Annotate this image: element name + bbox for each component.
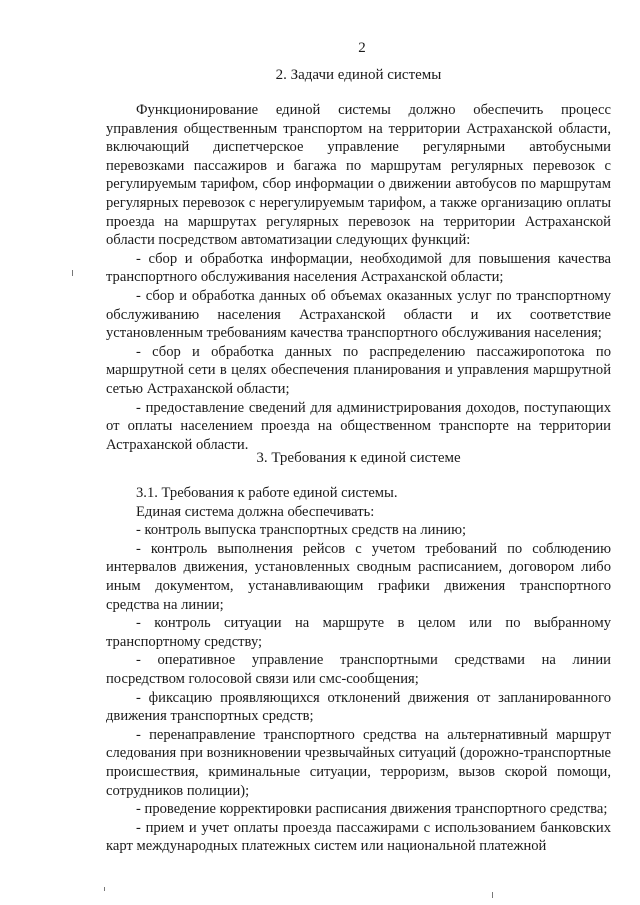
section-2-item: - предоставление сведений для администрирования доходов, поступающих от оплаты населением проезда на общественном транспорте на территории Астраханской области. — [106, 399, 611, 453]
section-2-heading: 2. Задачи единой системы — [275, 67, 442, 83]
section-3-heading: 3. Требования к единой системе — [256, 450, 461, 466]
section-3-body — [106, 484, 611, 856]
section-3-lead: Единая система должна обеспечивать: — [136, 503, 375, 520]
scan-artifact — [104, 887, 105, 891]
section-2-intro: Функционирование единой системы должно обеспечить процесс управления общественным транспортом на территории Астраханской области, включающий диспетчерское управление регулярными автобусными перевозками пассажиров и багажа по маршрутам регулярных перевозок с регулируемым тарифом, сбор информации о движении автобусов по маршрутам регулярных перевозок с нерегулируемым тарифом, а также организацию оплаты проезда на маршрутах регулярных перевозок на территории Астраханской области посредством автоматизации следующих функций: — [106, 102, 611, 249]
section-3-item: - контроль выполнения рейсов с учетом требований по соблюдению интервалов движения, установленных сводным расписанием, договором либо иным документом, устанавливающим графики движения транспортного средства на линии; — [106, 540, 611, 613]
section-2-body — [106, 101, 611, 454]
section-3-item: - оперативное управление транспортными средствами на линии посредством голосовой связи или смс-сообщения; — [106, 652, 611, 687]
section-3-item: - проведение корректировки расписания движения транспортного средства; — [136, 801, 608, 818]
scan-artifact — [492, 892, 493, 898]
section-2-item: - сбор и обработка информации, необходимой для повышения качества транспортного обслуживания населения Астраханской области; — [106, 250, 611, 286]
section-3-item: - фиксацию проявляющихся отклонений движения от запланированного движения транспортных средств; — [106, 689, 611, 725]
section-3-subheading: 3.1. Требования к работе единой системы. — [136, 485, 398, 501]
section-2-item: - сбор и обработка данных об объемах оказанных услуг по транспортному обслуживанию населения Астраханской области и их соответствие установленным требованиям качества транспортного обслуживания населения; — [106, 287, 611, 342]
section-3-item: - прием и учет оплаты проезда пассажирами с использованием банковских карт международных платежных систем или национальной платежной — [106, 819, 611, 855]
section-3-item: - контроль выпуска транспортных средств на линию; — [136, 522, 467, 539]
section-3-item: - контроль ситуации на маршруте в целом или по выбранному транспортному средству; — [106, 615, 611, 650]
scan-artifact — [72, 270, 73, 276]
page-number: 2 — [358, 40, 366, 56]
section-2-item: - сбор и обработка данных по распределению пассажиропотока по маршрутной сети в целях обеспечения планирования и управления маршрутной сетью Астраханской области; — [106, 343, 611, 397]
section-3-item: - перенаправление транспортного средства на альтернативный маршрут следования при возникновении чрезвычайных ситуаций (дорожно-транспортные происшествия, криминальные ситуации, терроризм, вызов скорой помощи, сотрудников полиции); — [106, 726, 611, 799]
